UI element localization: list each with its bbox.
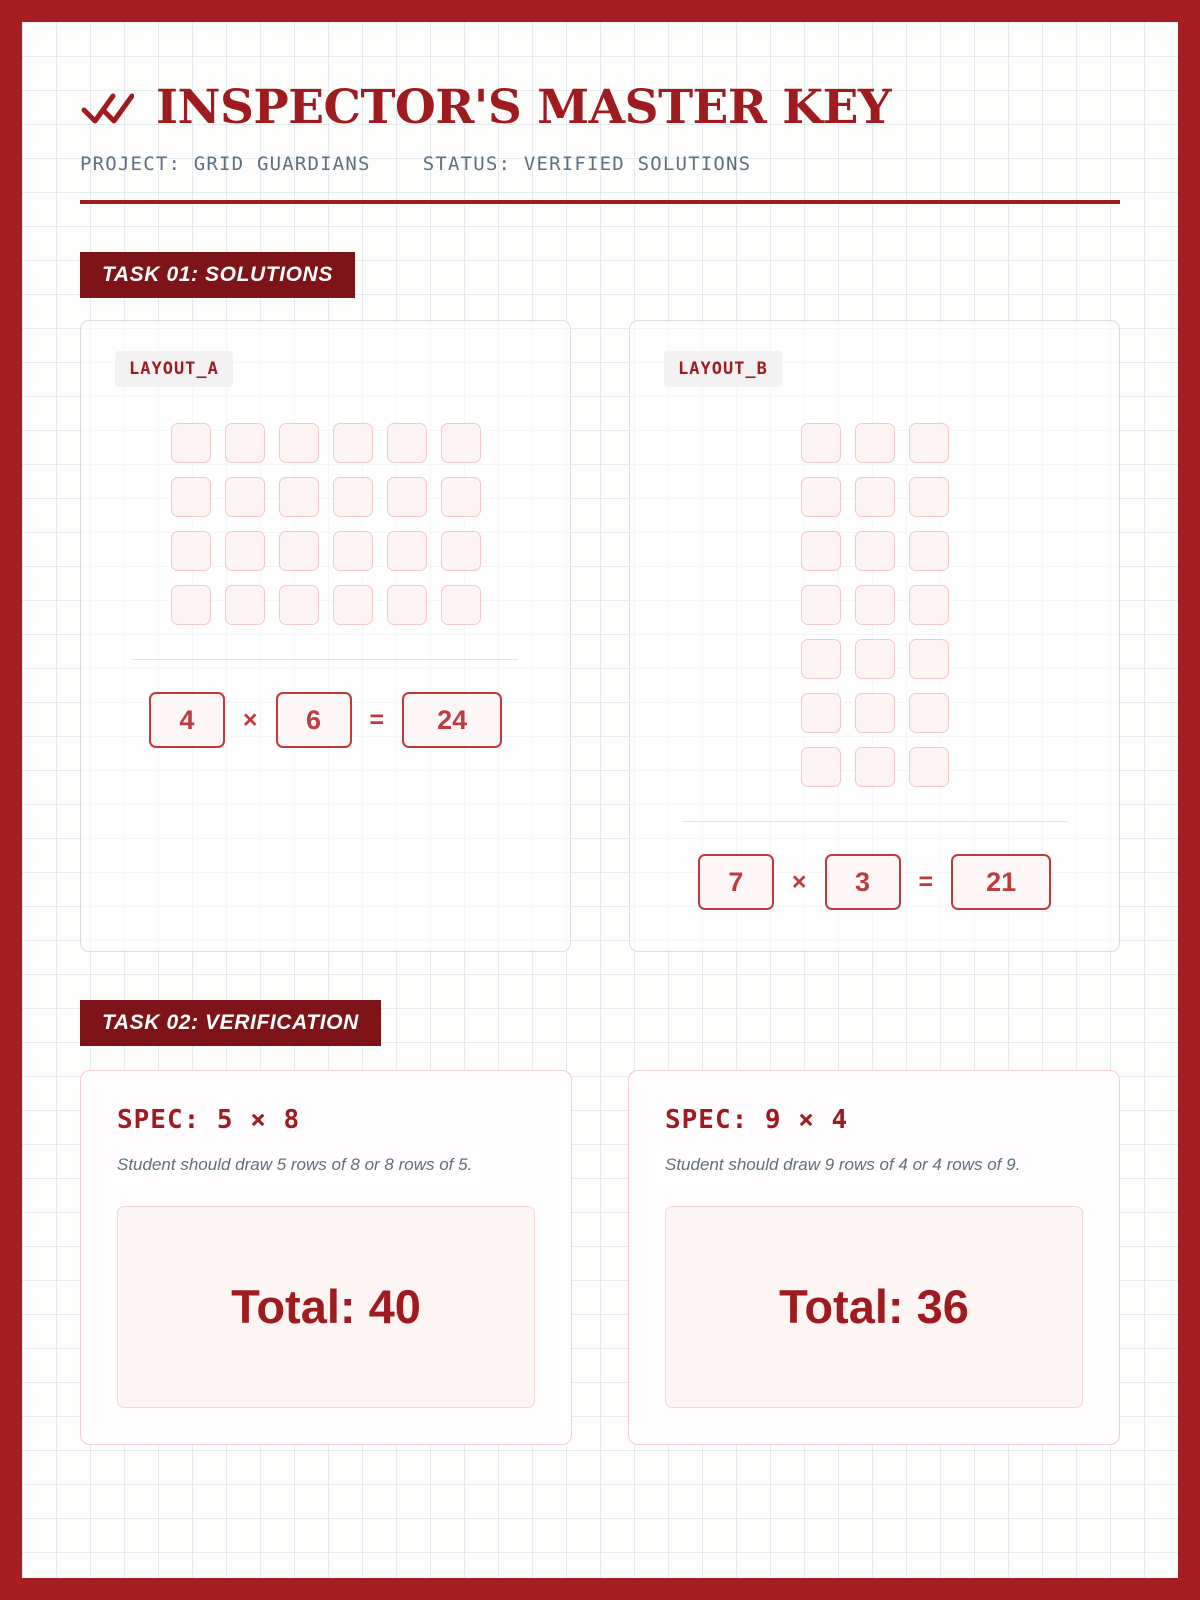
array-grid-a-wrap (115, 423, 536, 625)
array-cell (387, 423, 427, 463)
array-cell (855, 423, 895, 463)
array-grid-b (801, 423, 949, 787)
array-cell (387, 477, 427, 517)
multiply-symbol: × (791, 867, 807, 896)
worksheet-page (22, 22, 1178, 1578)
factor-a-input[interactable]: 7 (698, 854, 774, 910)
array-cell (171, 585, 211, 625)
array-cell (909, 747, 949, 787)
array-cell (909, 639, 949, 679)
total-value: Total: 36 (779, 1280, 969, 1334)
multiply-symbol: × (242, 705, 258, 734)
array-cell (441, 477, 481, 517)
total-box (665, 1206, 1083, 1408)
factor-a-input[interactable]: 4 (149, 692, 225, 748)
factor-b-input[interactable]: 3 (825, 854, 901, 910)
equation-b (664, 854, 1085, 910)
layout-chip-a: LAYOUT_A (115, 351, 233, 387)
array-cell (279, 477, 319, 517)
hint-text: Student should draw 5 rows of 8 or 8 rows of 5. (117, 1155, 473, 1174)
layout-chip-b: LAYOUT_B (664, 351, 782, 387)
hint-text: Student should draw 9 rows of 4 or 4 rows of 9. (665, 1155, 1021, 1174)
array-cell (855, 531, 895, 571)
task-01-cards (80, 320, 1120, 952)
array-cell (279, 585, 319, 625)
array-cell (909, 693, 949, 733)
array-cell (855, 585, 895, 625)
array-cell (333, 423, 373, 463)
spec-label: SPEC: 9 × 4 (665, 1105, 849, 1135)
verification-card-2 (628, 1070, 1120, 1445)
equation-a (115, 692, 536, 748)
array-cell (855, 747, 895, 787)
array-cell (801, 423, 841, 463)
spec-label: SPEC: 5 × 8 (117, 1105, 301, 1135)
array-cell (909, 531, 949, 571)
array-cell (171, 423, 211, 463)
equals-symbol: = (369, 705, 385, 734)
array-cell (333, 531, 373, 571)
meta-row (80, 153, 1120, 175)
array-cell (171, 531, 211, 571)
array-cell (279, 531, 319, 571)
page-title: INSPECTOR'S MASTER KEY (156, 80, 892, 135)
array-cell (333, 477, 373, 517)
total-value: Total: 40 (231, 1280, 421, 1334)
verification-card-1 (80, 1070, 572, 1445)
array-cell (801, 531, 841, 571)
array-cell (855, 477, 895, 517)
array-cell (801, 747, 841, 787)
array-cell (855, 639, 895, 679)
array-cell (801, 693, 841, 733)
layout-card-b (629, 320, 1120, 952)
equals-symbol: = (918, 867, 934, 896)
total-box (117, 1206, 535, 1408)
layout-card-a (80, 320, 571, 952)
card-divider-a (133, 659, 518, 660)
array-cell (225, 531, 265, 571)
array-cell (909, 477, 949, 517)
array-cell (441, 585, 481, 625)
array-cell (441, 531, 481, 571)
array-cell (909, 585, 949, 625)
array-cell (225, 585, 265, 625)
array-cell (801, 639, 841, 679)
array-cell (387, 531, 427, 571)
section-tag-task-02: TASK 02: VERIFICATION (80, 1000, 381, 1046)
array-cell (225, 477, 265, 517)
product-input[interactable]: 24 (402, 692, 502, 748)
product-input[interactable]: 21 (951, 854, 1051, 910)
array-grid-a (171, 423, 481, 625)
array-cell (225, 423, 265, 463)
array-cell (801, 585, 841, 625)
header-divider (80, 200, 1120, 204)
section-tag-task-01: TASK 01: SOLUTIONS (80, 252, 355, 298)
status-label: STATUS: VERIFIED SOLUTIONS (422, 153, 752, 175)
card-divider-b (682, 821, 1067, 822)
project-label: PROJECT: GRID GUARDIANS (80, 153, 371, 175)
array-cell (171, 477, 211, 517)
array-cell (387, 585, 427, 625)
array-cell (279, 423, 319, 463)
array-grid-b-wrap (664, 423, 1085, 787)
double-check-icon (80, 86, 134, 130)
array-cell (801, 477, 841, 517)
array-cell (909, 423, 949, 463)
task-02-cards (80, 1070, 1120, 1445)
array-cell (441, 423, 481, 463)
page-header (80, 80, 1120, 135)
factor-b-input[interactable]: 6 (276, 692, 352, 748)
array-cell (333, 585, 373, 625)
array-cell (855, 693, 895, 733)
